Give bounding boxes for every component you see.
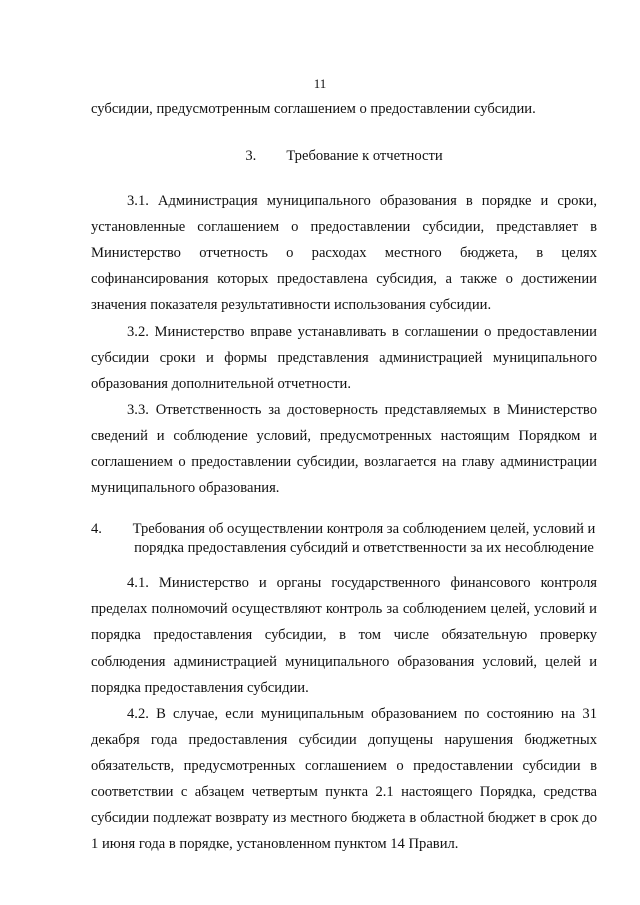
paragraph-3-2: 3.2. Министерство вправе устанавливать в соглашении о предоставлении субсидии сроки и формы представления администрацией муниципального образования дополнительной отчетности. [91,323,597,392]
section-4-title: Требования об осуществлении контроля за соблюдением целей, условий и порядка предоставления субсидий и ответственности за их несоблюдение [132,521,596,557]
paragraph-4-2: 4.2. В случае, если муниципальным образованием по состоянию на 31 декабря года предоставления субсидии допущены нарушения бюджетных обязательств, предусмотренных соглашением о предоставлении субсидии в соответствии с абзацем четвертым пункта 2.1 настоящего Порядка, средства субсидии подлежат возврату из местного бюджета в областной бюджет в срок до 1 июня года в порядке, установленном пунктом 14 Правил. [91,705,597,853]
section-3-title: Требование к отчетности [286,148,443,165]
paragraph-3-3: 3.3. Ответственность за достоверность представляемых в Министерство сведений и соблюдение условий, предусмотренных настоящим Порядком и соглашением о предоставлении субсидии, возлагается на главу администрации муниципального образования. [91,401,597,497]
section-3-number: 3. [245,148,257,165]
page-number: 11 [313,76,327,91]
section-4-heading [91,520,597,558]
paragraph-4-1: 4.1. Министерство и органы государственного финансового контроля пределах полномочий осуществляют контроль за соблюдением целей, условий и порядка предоставления субсидии, в том числе обязательную проверку соблюдения администрацией муниципального образования условий, целей и порядка предоставления субсидии. [91,575,597,696]
section-3-heading [91,143,597,169]
section-4-number: 4. [91,521,102,538]
intro-line: субсидии, предусмотренным соглашением о предоставлении субсидии. [91,101,536,117]
document-body [91,96,597,857]
paragraph-3-1: 3.1. Администрация муниципального образования в порядке и сроки, установленные соглашением о предоставлении субсидии, представляет в Министерство отчетность о расходах местного бюджета, в целях софинансирования которых предоставлена субсидия, а также о достижении значения показателя результативности использования субсидии. [91,193,597,314]
